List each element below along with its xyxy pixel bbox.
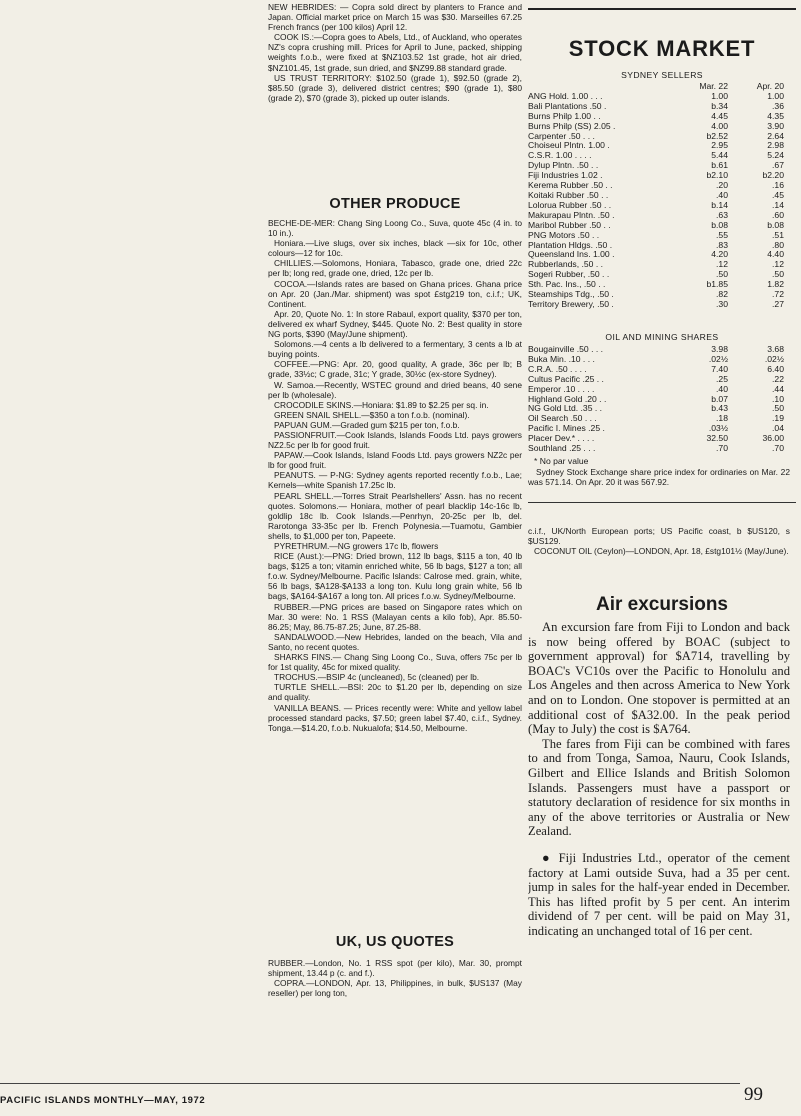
price-first-date: .30 (716, 298, 728, 309)
price-first-date: 32.50 (706, 433, 728, 444)
company-name: Dylup Plntn. .50 . . (528, 160, 599, 171)
coconut-oil-para: COCONUT OIL (Ceylon)—LONDON, Apr. 18, £stg101½ (May/June). (534, 546, 789, 556)
company-name: Plantation Hldgs. .50 . (528, 239, 613, 250)
company-name: Highland Gold .20 . . (528, 393, 607, 404)
us-trust-para: US TRUST TERRITORY: $102.50 (grade 1), $92.50 (grade 2), $85.50 (grade 3), delivered district centres; $90 (grade 1), $80 (grade 2), $70 (grade 3), picked up outer islands. (268, 72, 522, 103)
price-first-date: b2.52 (706, 130, 728, 141)
price-second-date: 36.00 (762, 433, 784, 444)
price-first-date: b.14 (711, 199, 728, 210)
footer-rule (0, 1083, 740, 1084)
other-produce-heading: OTHER PRODUCE (329, 196, 461, 212)
produce-para: PAPUAN GUM.—Graded gum $215 per ton, f.o.b. (274, 419, 460, 430)
company-name: Bougainville .50 . . . (528, 344, 604, 354)
produce-para: PASSIONFRUIT.—Cook Islands, Islands Foods Ltd. pays growers NZ2.5c per lb for good fruit. (268, 429, 522, 451)
company-name: Oil Search .50 . . . (528, 413, 597, 424)
price-second-date: .60 (772, 209, 784, 220)
company-name: Lolorua Rubber .50 . . (528, 199, 612, 210)
price-second-date: b.08 (767, 219, 784, 230)
price-second-date: .72 (772, 289, 784, 300)
price-second-date: .02½ (764, 353, 784, 364)
produce-para: SHARKS FINS.— Chang Sing Loong Co., Suva, offers 75c per lb for 1st quality, 45c for mixed quality. (268, 652, 522, 673)
price-first-date: 2.95 (711, 140, 728, 151)
air-excursions-body (528, 620, 790, 938)
company-name: Choiseul Plntn. 1.00 . (528, 140, 610, 151)
company-name: Queensland Ins. 1.00 . (528, 249, 615, 260)
price-first-date: .12 (716, 259, 728, 270)
price-second-date: 6.40 (767, 363, 784, 374)
produce-para: BECHE-DE-MER: Chang Sing Loong Co., Suva, quote 45c (4 in. to 10 in.). (268, 218, 522, 239)
stock-subtitle: SYDNEY SELLERS (621, 70, 703, 80)
price-first-date: b2.10 (706, 170, 728, 181)
cook-is-para: COOK IS.:—Copra goes to Abels, Ltd., of Auckland, who operates NZ's copra crushing mill. Prices for April to June, packed, shipping weights f.o.b., were fixed at $NZ103.52 1st grade, hot air dried, $NZ101.45, 1st grade, sun dried, and $NZ99.88 standard grade. (268, 32, 522, 73)
produce-para: PEANUTS. — P-NG: Sydney agents reported recently f.o.b., Lae; Kernels—white Spanish 17.25c lb. (268, 470, 522, 491)
produce-para: PEARL SHELL.—Torres Strait Pearlshellers' Assn. has no recent quotes. Solomons.— Honiara, mother of pearl blacklip 14c-16c lb, goldlip 18c lb. Cook Islands.—Penrhyn, 20-25c per lb, del. Rarotonga 33-35c per lb. French Polynesia.—Tuamotu, Gambier shells, to $1,000 per ton, Papeete. (268, 490, 522, 541)
price-first-date: .50 (716, 269, 728, 280)
company-name: Maribol Rubber .50 . . (528, 219, 611, 230)
mining-table (528, 345, 790, 454)
price-second-date: b2.20 (762, 170, 784, 181)
price-first-date: b.43 (711, 403, 728, 414)
price-second-date: .50 (772, 269, 784, 280)
price-second-date: 1.82 (767, 279, 784, 290)
column-middle (268, 0, 522, 1080)
price-second-date: 5.24 (767, 150, 784, 161)
company-name: Burns Philp 1.00 . . (528, 110, 601, 121)
price-first-date: .20 (716, 180, 728, 191)
company-name: Makurapau Plntn. .50 . (528, 209, 615, 220)
price-first-date: 4.45 (711, 110, 728, 121)
company-name: Sth. Pac. Ins., .50 . . (528, 279, 606, 290)
price-first-date: .82 (716, 289, 728, 300)
price-second-date: 2.98 (767, 140, 784, 151)
produce-para: SANDALWOOD.—New Hebrides, landed on the beach, Vila and Santo, no recent quotes. (268, 631, 522, 652)
price-second-date: 1.00 (767, 90, 784, 101)
company-name: NG Gold Ltd. .35 . . (528, 403, 603, 414)
company-name: C.S.R. 1.00 . . . . (528, 150, 592, 161)
price-second-date: .50 (772, 403, 784, 414)
price-first-date: .25 (716, 373, 728, 384)
bullet-dot-icon: ● (542, 850, 559, 865)
air-para: The fares from Fiji can be combined with fares to and from Tonga, Samoa, Nauru, Cook Islands, Gilbert and Ellice Islands and British Solomon Islands. Passengers must have a passport or statutory declaration of residence for six months in any of the above territories or Australia or New Zealand. (528, 736, 790, 839)
air-para: An excursion fare from Fiji to London and back is now being offered by BOAC (subject to government approval) for $A714, travelling by BOAC's VC10s over the Pacific to Honolulu and Los Angeles and then across America to New York and on to London. One stopover is permitted at an additional cost of $A32.00. In the peak period (May to July) the cost is $A764. (528, 620, 790, 737)
produce-para: CHILLIES.—Solomons, Honiara, Tabasco, grade one, dried 22c per lb; long red, grade one, dried, 12c per lb. (268, 258, 522, 279)
produce-para: RUBBER.—PNG prices are based on Singapore rates which on Mar. 30 were: No. 1 RSS (Malayan cents a kilo fob), Apr. 85.50-86.25; May, 86.75-87.25; June, 87.25-88. (268, 601, 522, 632)
uk-us-quotes-body (268, 958, 522, 998)
company-name: C.R.A. .50 . . . . (528, 363, 587, 374)
price-second-date: .80 (772, 239, 784, 250)
produce-para: PAPAW.—Cook Islands, Island Foods Ltd. pays growers NZ2c per lb for good fruit. (268, 450, 522, 471)
produce-para: COCOA.—Islands rates are based on Ghana prices. Ghana price on Apr. 20 (Jan./Mar. shipment) was spot £stg219 ton, c.i.f.; UK, Continent. (268, 278, 522, 309)
price-second-date: .16 (772, 180, 784, 191)
column-right (528, 0, 796, 1116)
price-first-date: .83 (716, 239, 728, 250)
produce-para: GREEN SNAIL SHELL.—$350 a ton f.o.b. (nominal). (274, 409, 470, 420)
produce-para: TURTLE SHELL.—BSI: 20c to $1.20 per lb, depending on size and quality. (268, 682, 522, 703)
stock-row (528, 444, 790, 454)
company-name: Pacific I. Mines .25 . (528, 423, 605, 434)
company-name: Fiji Industries 1.02 . (528, 170, 603, 181)
company-name: Sogeri Rubber, .50 . . (528, 269, 610, 280)
stock-index-text: Sydney Stock Exchange share price index for ordinaries on Mar. 22 was 571.14. On Apr. 20 it was 567.92. (528, 467, 790, 488)
stock-table (528, 82, 790, 310)
price-second-date: .10 (772, 393, 784, 404)
company-name: Carpenter .50 . . . (528, 130, 595, 141)
company-name: Cultus Pacific .25 . . (528, 373, 604, 384)
quote-para: RUBBER.—London, No. 1 RSS spot (per kilo), Mar. 30, prompt shipment, 13.44 p (c. and f.). (268, 958, 522, 979)
produce-para: COFFEE.—PNG: Apr. 20, good quality, A grade, 36c per lb; B grade, 33½c; C grade, 31c; Y grade, 30½c (ex-store Sydney). (268, 359, 522, 380)
produce-para: VANILLA BEANS. — Prices recently were: White and yellow label processed standard packs, $7.50; green label $7.40, c.i.f., Sydney. Tonga.—$14.20, f.o.b. Nukualofa; $14.50, Melbourne. (268, 702, 522, 733)
price-second-date: 2.64 (767, 130, 784, 141)
price-first-date: 4.20 (711, 249, 728, 260)
price-first-date: b1.85 (706, 279, 728, 290)
price-first-date: .40 (716, 383, 728, 394)
company-name: Steamships Tdg., .50 . (528, 289, 614, 300)
price-first-date: 7.40 (711, 363, 728, 374)
date-header: Apr. 20 (756, 81, 784, 91)
price-second-date: .22 (772, 373, 784, 384)
air-excursions-heading: Air excursions (596, 594, 728, 615)
other-produce-body (268, 218, 522, 733)
price-second-date: .51 (772, 229, 784, 240)
copra-continued: c.i.f., UK/North European ports; US Pacific coast, b $US120, s $US129. (528, 526, 790, 547)
page-number: 99 (744, 1084, 763, 1105)
stock-row (528, 300, 790, 310)
produce-para: RICE (Aust.):—PNG: Dried brown, 112 lb bags, $115 a ton, 40 lb bags, $125 a ton; vitamin enriched white, 56 lb bags, $127 a ton; all f.o.w. Sydney/Melbourne. Pacific Islands: Calrose med. grain, white, 56 lb bags, $A128-$A133 a long ton. Kulu long grain white, 56 lb bags, $A164-$A167 a long ton. All prices f.o.w. Sydney/Melbourne. (268, 551, 522, 602)
price-second-date: .36 (772, 100, 784, 111)
stock-note: * No par value (534, 456, 589, 466)
produce-para: Honiara.—Live slugs, over six inches, black —six for 10c, other colours—12 for 10c. (268, 238, 522, 259)
price-second-date: .44 (772, 383, 784, 394)
new-hebrides-para: NEW HEBRIDES: — Copra sold direct by planters to France and Japan. Official market price on March 15 was $30. Marseilles 67.25 French francs (per 100 kilos) April 12. (268, 2, 522, 33)
price-first-date: 3.98 (711, 344, 728, 354)
company-name: Burns Philp (SS) 2.05 . (528, 120, 616, 131)
price-first-date: b.08 (711, 219, 728, 230)
footer-journal: PACIFIC ISLANDS MONTHLY—MAY, 1972 (0, 1095, 206, 1106)
date-header: Mar. 22 (699, 81, 728, 91)
uk-us-quotes-heading: UK, US QUOTES (335, 934, 455, 950)
price-first-date: 4.00 (711, 120, 728, 131)
bullet-text: Fiji Industries Ltd., operator of the cement factory at Lami outside Suva, had a 35 per cent. jump in sales for the half-year ended in December. This has lifted profit by 5 per cent. An interim dividend of 7 per cent. will be paid on May 31, indicating an unchanged total of 16 per cent. (528, 850, 790, 938)
price-first-date: .18 (716, 413, 728, 424)
company-name: Rubberlands, .50 . . (528, 259, 604, 270)
company-name: Bali Plantations .50 . (528, 100, 607, 111)
produce-para: W. Samoa.—Recently, WSTEC ground and dried beans, 40 sene per lb (wholesale). (268, 379, 522, 400)
stock-market-title: STOCK MARKET (568, 36, 756, 61)
price-first-date: .03½ (708, 423, 728, 434)
price-second-date: .27 (772, 298, 784, 309)
company-name: Emperor .10 . . . . (528, 383, 595, 394)
price-first-date: b.61 (711, 160, 728, 171)
company-name: Koitaki Rubber .50 . . (528, 189, 609, 200)
price-second-date: .70 (772, 443, 784, 454)
price-first-date: .63 (716, 209, 728, 220)
price-second-date: .19 (772, 413, 784, 424)
stock-row (528, 231, 790, 241)
produce-para: PYRETHRUM.—NG growers 17c lb, flowers (274, 541, 439, 551)
price-first-date: 5.44 (711, 150, 728, 161)
price-first-date: 1.00 (711, 90, 728, 101)
company-name: Territory Brewery, .50 . (528, 298, 614, 309)
mining-heading: OIL AND MINING SHARES (605, 332, 719, 342)
produce-para: CROCODILE SKINS.—Honiara: $1.89 to $2.25 per sq. in. (274, 399, 489, 410)
company-name: Southland .25 . . . (528, 443, 596, 454)
price-second-date: 4.35 (767, 110, 784, 121)
price-first-date: .70 (716, 443, 728, 454)
price-second-date: .14 (772, 199, 784, 210)
price-second-date: .12 (772, 259, 784, 270)
bullet-paragraph (528, 851, 790, 939)
stock-bottom-rule (528, 502, 796, 503)
price-first-date: .02½ (708, 353, 728, 364)
price-first-date: b.34 (711, 100, 728, 111)
company-name: Buka Min. .10 . . . (528, 353, 595, 364)
produce-para: TROCHUS.—BSIP 4c (uncleaned), 5c (cleaned) per lb. (274, 672, 480, 683)
price-second-date: 4.40 (767, 249, 784, 260)
company-name: Placer Dev.* . . . . (528, 433, 595, 444)
stock-top-rule (528, 8, 796, 10)
price-second-date: 3.90 (767, 120, 784, 131)
price-second-date: .45 (772, 189, 784, 200)
company-name: ANG Hold. 1.00 . . . (528, 90, 603, 101)
produce-para: Apr. 20, Quote No. 1: In store Rabaul, export quality, $370 per ton, delivered ex wharf Sydney, $445. Quote No. 2: Best quality in store NG ports, $390 (May/June shipment). (268, 308, 522, 340)
company-name: Kerema Rubber .50 . . (528, 180, 613, 191)
price-first-date: .40 (716, 189, 728, 200)
produce-para: Solomons.—4 cents a lb delivered to a fermentary, 3 cents a lb at buying points. (268, 339, 522, 360)
price-first-date: .55 (716, 229, 728, 240)
price-second-date: .04 (772, 423, 784, 434)
price-second-date: .67 (772, 160, 784, 171)
company-name: PNG Motors .50 . . (528, 229, 600, 240)
price-second-date: 3.68 (767, 344, 784, 354)
price-first-date: b.07 (711, 393, 728, 404)
quote-para: COPRA.—LONDON, Apr. 13, Philippines, in bulk, $US137 (May reseller) per long ton, (268, 978, 522, 999)
